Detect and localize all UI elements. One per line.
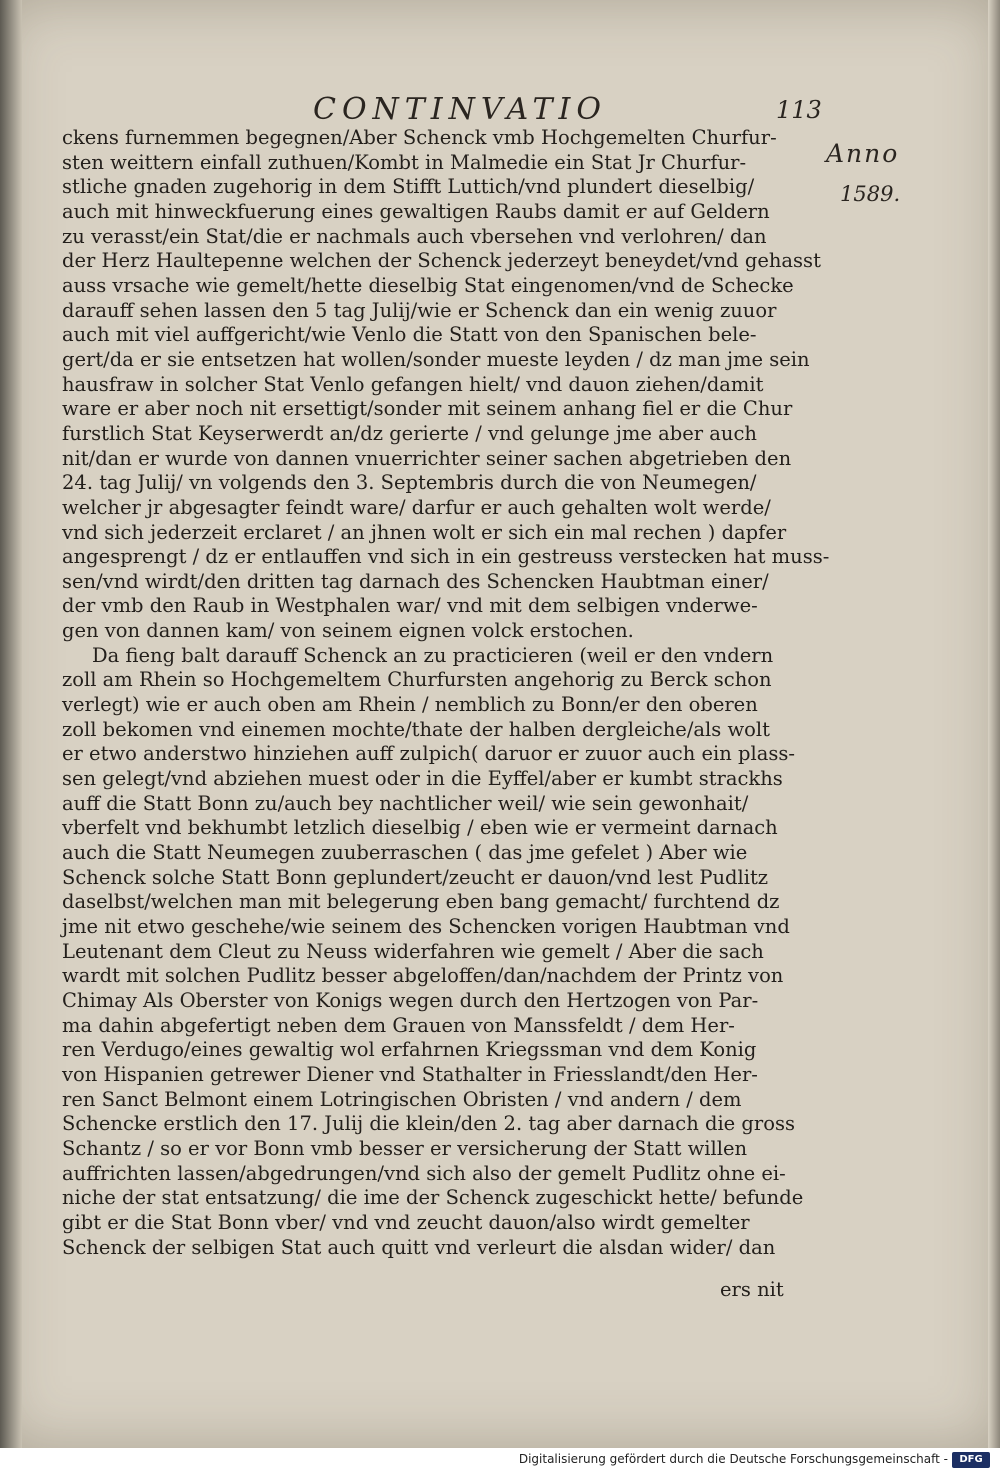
text-line: sen gelegt/vnd abziehen muest oder in die Eyffel/aber er kumbt strackhs [62, 767, 783, 791]
text-line: vberfelt vnd bekhumbt letzlich dieselbig / eben wie er vermeint darnach [62, 816, 778, 840]
text-line: sen/vnd wirdt/den dritten tag darnach des Schencken Haubtman einer/ [62, 569, 769, 593]
text-line: zu verasst/ein Stat/die er nachmals auch vbersehen vnd verlohren/ dan [62, 224, 767, 248]
text-line: zoll am Rhein so Hochgemeltem Churfursten angehorig zu Berck schon [62, 668, 772, 692]
text-line: Schenck der selbigen Stat auch quitt vnd verleurt die alsdan wider/ dan [62, 1235, 776, 1259]
text-line: zoll bekomen vnd einemen mochte/thate der halben dergleiche/als wolt [62, 717, 770, 741]
dfg-logo-icon: DFG [952, 1452, 990, 1468]
body-text [62, 126, 830, 1260]
catchword: ers nit [720, 1278, 784, 1301]
text-line: auffrichten lassen/abgedrungen/vnd sich also der gemelt Pudlitz ohne ei- [62, 1161, 786, 1185]
text-line: daselbst/welchen man mit belegerung eben bang gemacht/ furchtend dz [62, 890, 780, 914]
text-line: furstlich Stat Keyserwerdt an/dz gerierte / vnd gelunge jme aber auch [62, 421, 757, 445]
margin-note-word: Anno [826, 139, 900, 168]
text-line: stliche gnaden zugehorig in dem Stifft Luttich/vnd plundert dieselbig/ [62, 175, 755, 199]
text-line: ren Sanct Belmont einem Lotringischen Obristen / vnd andern / dem [62, 1087, 742, 1111]
margin-note [826, 134, 906, 214]
text-line: Schenck solche Statt Bonn geplundert/zeucht er dauon/vnd lest Pudlitz [62, 865, 769, 889]
text-line: gen von dannen kam/ von seinem eignen volck erstochen. [62, 619, 634, 643]
text-line: wardt mit solchen Pudlitz besser abgeloffen/dan/nachdem der Printz von [62, 964, 784, 988]
text-line: ware er aber noch nit ersettigt/sonder mit seinem anhang fiel er die Chur [62, 397, 793, 421]
text-line: 24. tag Julij/ vn volgends den 3. Septembris durch die von Neumegen/ [62, 471, 757, 495]
text-line: angesprengt / dz er entlauffen vnd sich in ein gestreuss verstecken hat muss- [62, 545, 830, 569]
text-line: niche der stat entsatzung/ die ime der Schenck zugeschickt hette/ befunde [62, 1186, 804, 1210]
text-line: Schencke erstlich den 17. Julij die klein/den 2. tag aber darnach die gross [62, 1112, 795, 1136]
text-line: gibt er die Stat Bonn vber/ vnd vnd zeucht dauon/also wirdt gemelter [62, 1210, 750, 1234]
text-line: auff die Statt Bonn zu/auch bey nachtlicher weil/ wie sein gewonhait/ [62, 791, 749, 815]
text-line: der Herz Haultepenne welchen der Schenck jederzeyt beneydet/vnd gehasst [62, 249, 821, 273]
gutter-shadow [0, 0, 22, 1448]
text-line: Schantz / so er vor Bonn vmb besser er versicherung der Statt willen [62, 1136, 748, 1160]
text-line: hausfraw in solcher Stat Venlo gefangen hielt/ vnd dauon ziehen/damit [62, 372, 764, 396]
text-line: ckens furnemmen begegnen/Aber Schenck vmb Hochgemelten Churfur- [62, 126, 777, 149]
text-line: sten weittern einfall zuthuen/Kombt in Malmedie ein Stat Jr Churfur- [62, 150, 747, 174]
text-line: jme nit etwo geschehe/wie seinem des Schencken vorigen Haubtman vnd [62, 915, 790, 938]
text-line: auch die Statt Neumegen zuuberraschen ( das jme gefelet ) Aber wie [62, 841, 748, 865]
text-line: welcher jr abgesagter feindt ware/ darfur er auch gehalten wolt werde/ [62, 495, 771, 519]
text-line: er etwo anderstwo hinziehen auff zulpich( daruor er zuuor auch ein plass- [62, 742, 795, 766]
page-number: 113 [776, 96, 822, 124]
text-line: vnd sich jederzeit erclaret / an jhnen wolt er sich ein mal rechen ) dapfer [62, 520, 787, 544]
text-line: ren Verdugo/eines gewaltig wol erfahrnen Kriegssman vnd dem Konig [62, 1038, 757, 1062]
text-line: auss vrsache wie gemelt/hette dieselbig Stat eingenomen/vnd de Schecke [62, 273, 794, 297]
funding-credit: Digitalisierung gefördert durch die Deutsche Forschungsgemeinschaft - [518, 1452, 948, 1466]
text-line: auch mit hinweckfuerung eines gewaltigen Raubs damit er auf Geldern [62, 199, 770, 223]
text-line: ma dahin abgefertigt neben dem Grauen von Manssfeldt / dem Her- [62, 1013, 735, 1037]
margin-note-year: 1589. [840, 182, 901, 206]
text-line: Da fieng balt darauff Schenck an zu practicieren (weil er den vndern [92, 643, 774, 667]
page-edge [988, 0, 1000, 1448]
text-line: nit/dan er wurde von dannen vnuerrichter seiner sachen abgetrieben den [62, 446, 792, 470]
text-line: der vmb den Raub in Westphalen war/ vnd mit dem selbigen vnderwe- [62, 594, 758, 618]
text-line: gert/da er sie entsetzen hat wollen/sonder mueste leyden / dz man jme sein [62, 347, 810, 371]
text-line: von Hispanien getrewer Diener vnd Stathalter in Friesslandt/den Her- [62, 1062, 758, 1086]
text-line: verlegt) wie er auch oben am Rhein / nemblich zu Bonn/er den oberen [62, 693, 758, 717]
text-line: darauff sehen lassen den 5 tag Julij/wie er Schenck dan ein wenig zuuor [62, 298, 777, 322]
running-title: CONTINVATIO [312, 92, 608, 127]
text-line: Chimay Als Oberster von Konigs wegen durch den Hertzogen von Par- [62, 988, 759, 1012]
text-line: Leutenant dem Cleut zu Neuss widerfahren wie gemelt / Aber die sach [62, 939, 764, 963]
text-line: auch mit viel auffgericht/wie Venlo die Statt von den Spanischen bele- [62, 323, 757, 347]
